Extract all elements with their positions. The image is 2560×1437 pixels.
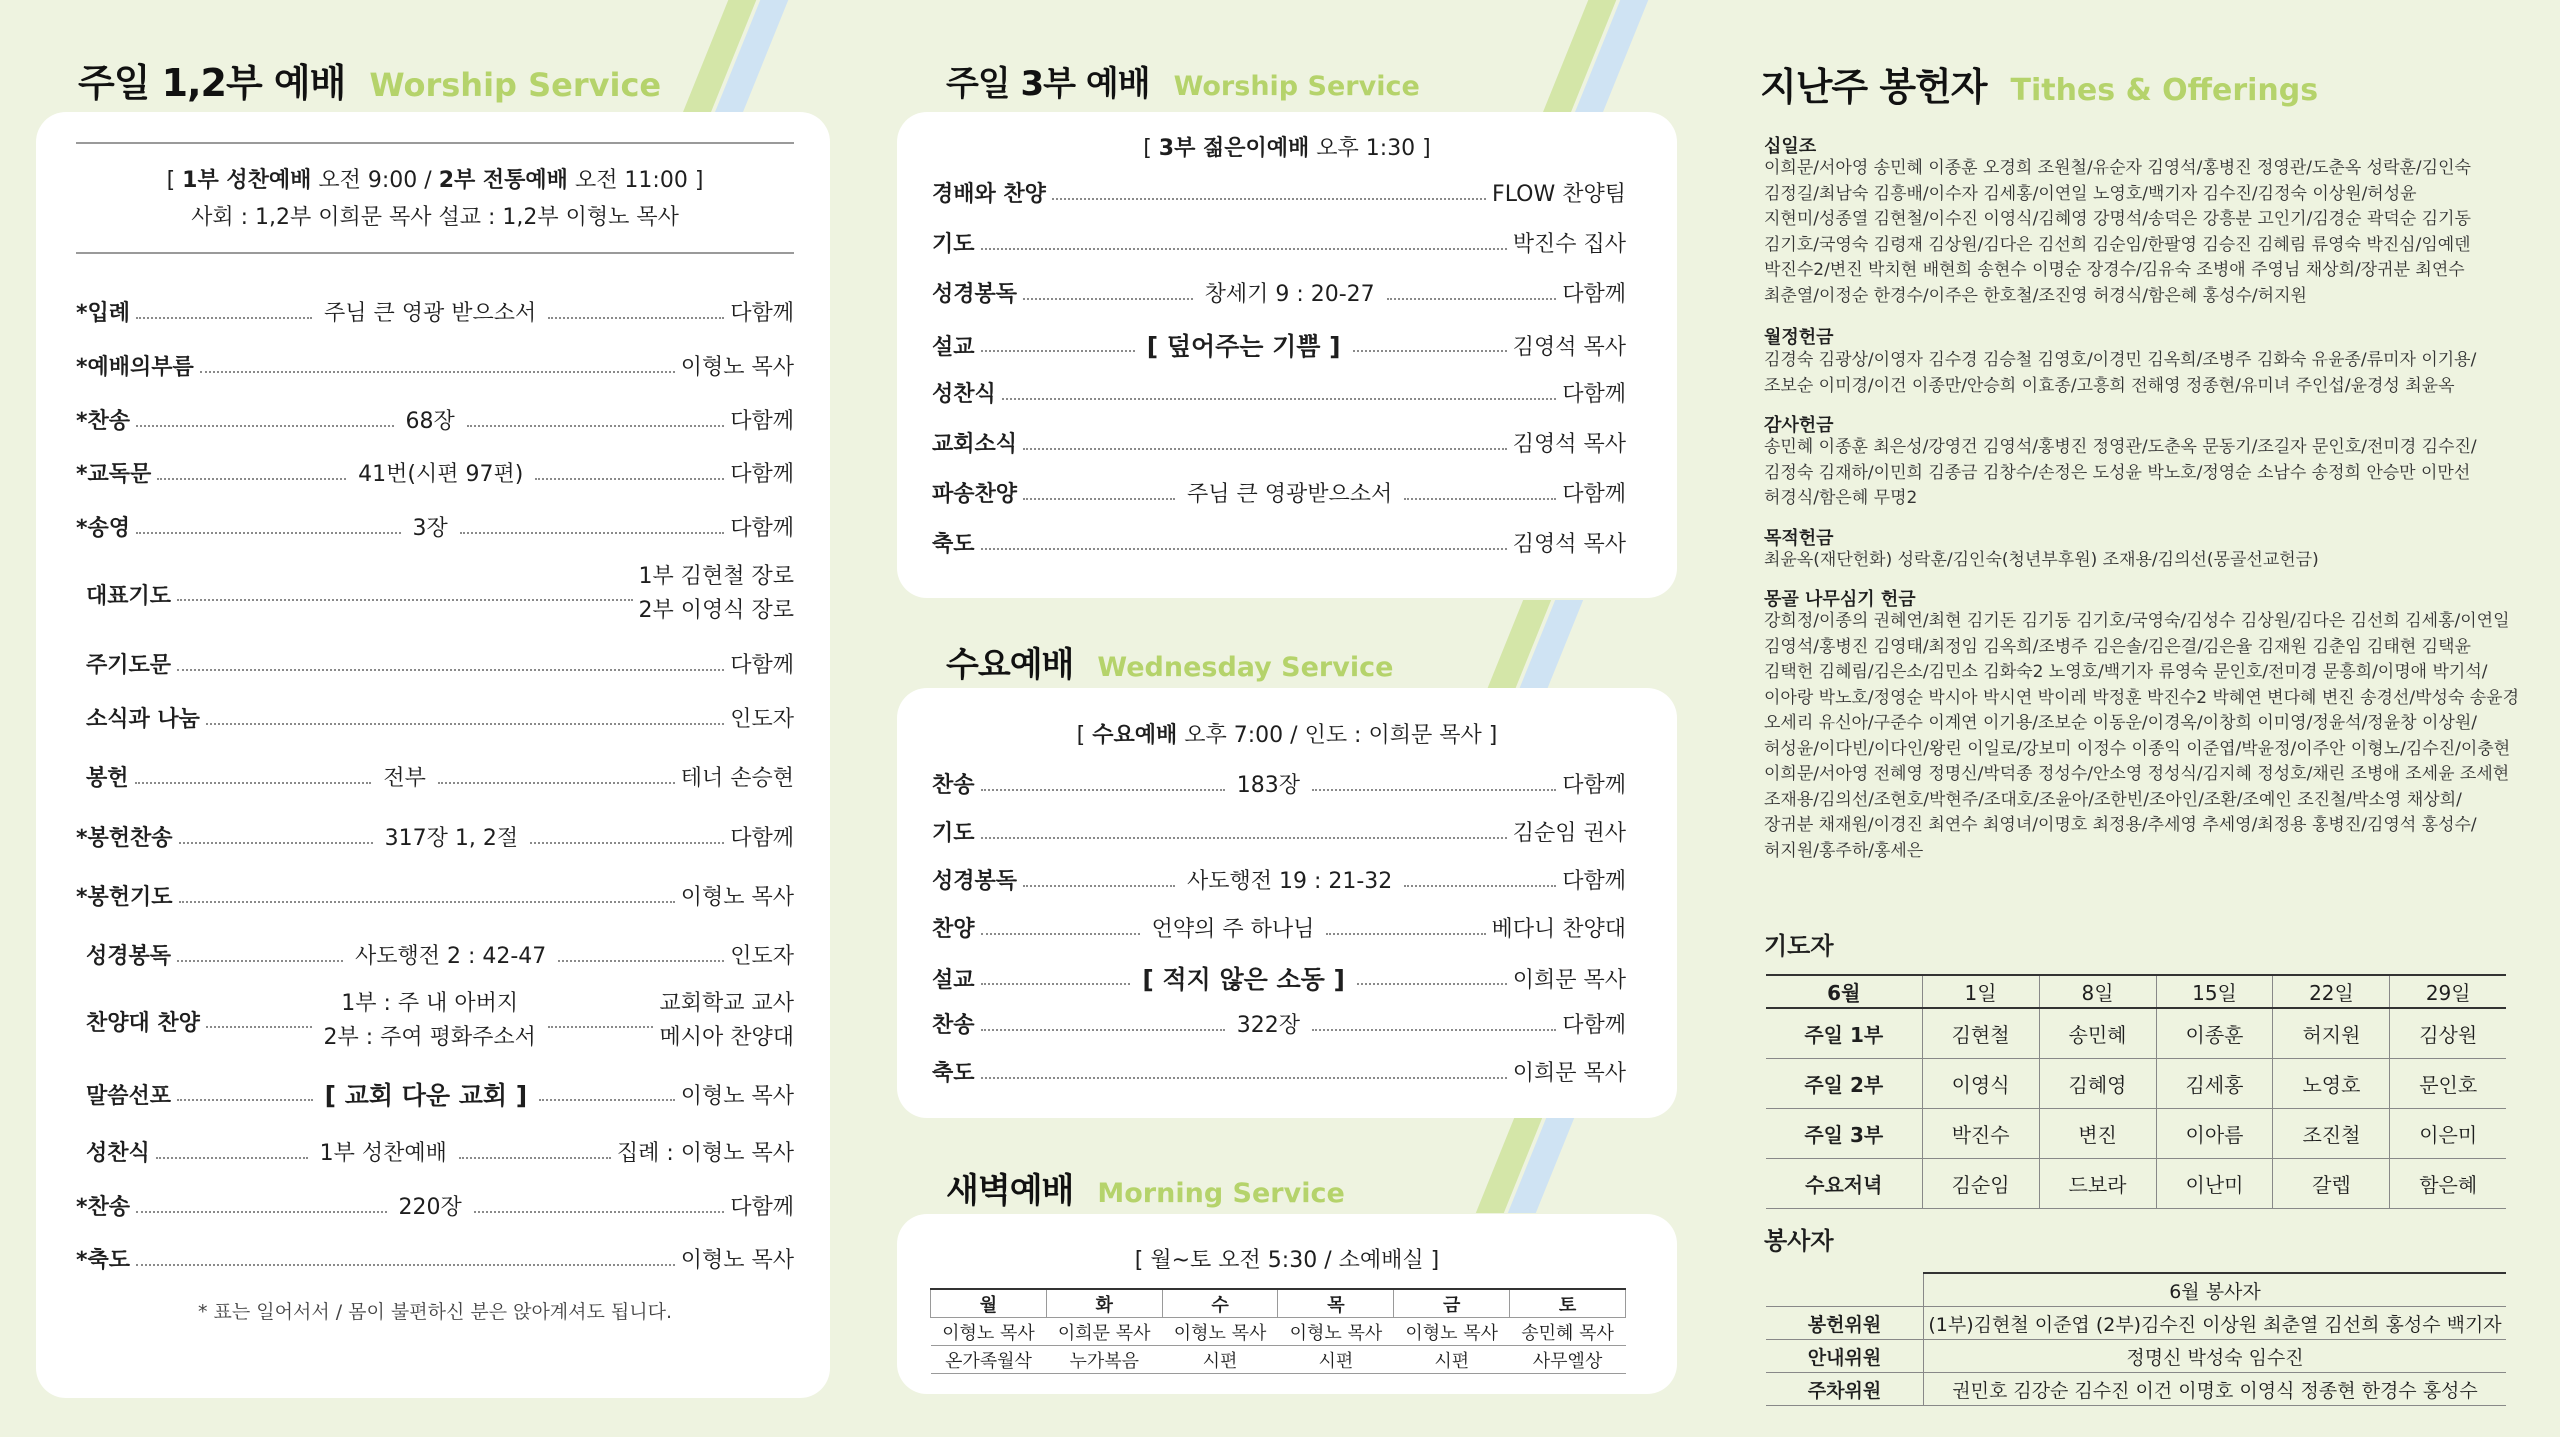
order-row: 파송찬양 주님 큰 영광받으소서 다함께 <box>932 482 1627 507</box>
order-row: 기도 박진수 집사 <box>932 232 1626 257</box>
order-row: *봉헌찬송 317장 1, 2절 다함께 <box>76 826 795 851</box>
order-row: 성찬식 1부 성찬예배 집례 : 이형노 목사 <box>86 1141 794 1166</box>
wednesday-title: 수요예배 <box>946 645 1074 685</box>
order-row: 축도 김영석 목사 <box>932 532 1626 557</box>
volunteers-table <box>1766 1272 2506 1406</box>
prayer-cell: 김순임 <box>1922 1159 2039 1209</box>
prayer-cell: 박진수 <box>1922 1109 2039 1159</box>
prayer-cell: 노영호 <box>2273 1059 2390 1109</box>
prayer-cell: 함은혜 <box>2390 1159 2506 1209</box>
day-header: 수 <box>1162 1289 1278 1318</box>
offering-section-names: 최윤옥(재단헌화) 성락훈/김인숙(청년부후원) 조재용/김의선(몽골선교헌금) <box>1764 550 2319 570</box>
divider <box>76 142 794 144</box>
wednesday-subtitle: Wednesday Service <box>1097 652 1394 683</box>
order-row: 성경봉독 사도행전 19 : 21-32 다함께 <box>932 869 1627 894</box>
sunday3-title: 주일 3부 예배 <box>946 64 1150 104</box>
leader-cell: 이형노 목사 <box>1278 1318 1394 1346</box>
leader-cell: 이형노 목사 <box>1394 1318 1510 1346</box>
prayer-cell: 조진철 <box>2273 1109 2390 1159</box>
order-row: 교회소식 김영석 목사 <box>932 432 1626 457</box>
text-cell: 사무엘상 <box>1510 1346 1626 1374</box>
sunday3-subtitle: Worship Service <box>1173 71 1420 102</box>
order-row: *교독문 41번(시편 97편) 다함께 <box>76 462 794 487</box>
role-label: 주차위원 <box>1766 1373 1924 1406</box>
text-cell: 온가족월삭 <box>931 1346 1047 1374</box>
date-header: 1일 <box>1922 975 2039 1008</box>
leader-cell: 이희문 목사 <box>1046 1318 1162 1346</box>
offering-section-names: 김경숙 김광상/이영자 김수경 김승철 김영호/이경민 김옥희/조병주 김화숙 유윤종/류미자 이기용/ 조보순 이미경/이건 이종만/안승희 이효종/고흥희 전해영 정종현/유미녀 주인섭/윤경성 최윤옥 <box>1764 350 2477 396</box>
prayer-cell: 이난미 <box>2156 1159 2273 1209</box>
day-header: 금 <box>1394 1289 1510 1318</box>
order-row: 봉헌 전부 테너 손승현 <box>86 766 795 791</box>
sunday12-leaders: 사회 : 1,2부 이희문 목사 설교 : 1,2부 이형노 목사 <box>191 205 679 230</box>
text-cell: 누가복음 <box>1046 1346 1162 1374</box>
month-header: 6월 <box>1766 975 1922 1008</box>
prayer-cell: 김혜영 <box>2039 1059 2156 1109</box>
service-label: 주일 1부 <box>1766 1008 1922 1059</box>
date-header: 22일 <box>2273 975 2390 1008</box>
day-header: 월 <box>931 1289 1047 1318</box>
prayers-title: 기도자 <box>1764 932 1834 960</box>
prayer-cell: 김상원 <box>2390 1008 2506 1059</box>
offering-section-title: 십일조 <box>1764 136 1817 157</box>
order-row: *입례 주님 큰 영광 받으소서 다함께 <box>76 301 794 326</box>
sunday12-subtitle: Worship Service <box>369 66 662 104</box>
morning-title: 새벽예배 <box>946 1171 1074 1211</box>
sunday3-time: [ 3부 젊은이예배 오후 1:30 ] <box>1143 136 1431 161</box>
prayer-cell: 허지원 <box>2273 1008 2390 1059</box>
offering-section-names: 강희정/이종의 권혜연/최현 김기돈 김기동 김기호/국영숙/김성수 김상원/김다은 김선희 김세홍/이연일 김영석/홍병진 김영태/최정임 김옥희/조병주 김은솔/김은결/김은율 김재원 김춘임 김태현 김택윤 김택헌 김혜림/김은소/김민소 김화숙2 노영호/백기자 류영숙 문인호/전미경 문흥희/이명애 박기석/ 이아랑 박노호/정영순 박시아 박시연 박이레 박정훈 박진수2 박혜연 변다혜 변진 송경선/박성숙 송윤경 오세리 유신아/구준수 이계연 이기용/조보순 이동운/이경옥/이창희 이미영/정윤석/정윤창 이상원/ 허성윤/이다빈/이다인/왕린 이일로/강보미 이정수 이종익 이준엽/박윤정/이주안 이형노/김수진/이충현 이희문/서아영 전혜영 정명신/박덕종 정성수/안소영 정성식/김지혜 정성호/채린 조병애 조세윤 조세현 조재용/김의선/조현호/박현주/조대호/조윤아/조한빈/조아인/조환/조예인 조진철/박소영 채상희/ 장귀분 채재원/이경진 최연수 최영녀/이명호 최정용/추세영 추세영/최정용 홍병진/김영석 홍성수/ 허지원/홍주하/홍세은 <box>1764 611 2520 861</box>
order-row: 찬양대 찬양 1부 : 주 내 아버지 2부 : 주여 평화주소서 교회학교 교사 메시아 찬양대 <box>86 991 794 1050</box>
offering-section-title: 월정헌금 <box>1764 327 1834 348</box>
volunteer-names: 권민호 김강순 김수진 이건 이명호 이영식 정종현 한경수 홍성수 <box>1924 1373 2507 1406</box>
order-row: 설교 [ 적지 않은 소동 ] 이희문 목사 <box>932 965 1627 994</box>
divider <box>76 252 794 254</box>
prayer-cell: 갈렙 <box>2273 1159 2390 1209</box>
morning-time: [ 월~토 오전 5:30 / 소예배실 ] <box>1134 1248 1440 1273</box>
order-row: 기도 김순임 권사 <box>932 821 1626 846</box>
order-row: 성경봉독 사도행전 2 : 42-47 인도자 <box>86 944 795 969</box>
sunday3-heading <box>946 56 1420 105</box>
service-label: 수요저녁 <box>1766 1159 1922 1209</box>
wednesday-heading <box>946 637 1393 686</box>
role-label: 봉헌위원 <box>1766 1307 1924 1340</box>
prayer-cell: 이은미 <box>2390 1109 2506 1159</box>
order-row: *찬송 68장 다함께 <box>76 409 794 434</box>
empty-header <box>1766 1273 1924 1307</box>
order-row: *송영 3장 다함께 <box>76 516 794 541</box>
offering-section-title: 몽골 나무심기 헌금 <box>1764 589 1916 610</box>
prayer-cell: 드보라 <box>2039 1159 2156 1209</box>
order-row: 성경봉독 창세기 9 : 20-27 다함께 <box>932 282 1627 307</box>
offering-section-names: 이희문/서아영 송민혜 이종훈 오경희 조원철/유순자 김영석/홍병진 정영관/도춘옥 성락훈/김인숙 김정길/최남숙 김흥배/이수자 김세홍/이연일 노영호/백기자 김수진/김정숙 이상원/허성윤 지현미/성종열 김현철/이수진 이영식/김혜영 강명석/송덕은 강흥분 고인기/김경순 곽덕순 김기동 김기호/국영숙 김령재 김상원/김다은 김선희 김순임/한팔영 김승진 김혜림 류영숙 박진심/임예덴 박진수2/변진 박치현 배현희 송현수 이명순 장경수/김유숙 조병애 주영님 채상희/장귀분 최연수 최춘열/이정순 한경수/이주은 한호철/조진영 허경식/함은혜 홍성수/허지원 <box>1764 158 2471 306</box>
order-row: 대표기도 1부 김현철 장로 2부 이영식 장로 <box>86 564 794 623</box>
date-header: 29일 <box>2390 975 2506 1008</box>
morning-table <box>930 1288 1626 1374</box>
order-row: 축도 이희문 목사 <box>932 1061 1626 1086</box>
order-row: 경배와 찬양 FLOW 찬양팀 <box>932 182 1626 207</box>
wednesday-card <box>897 688 1677 1118</box>
volunteers-header: 6월 봉사자 <box>1924 1273 2507 1307</box>
offering-section-names: 송민혜 이종훈 최은성/강영건 김영석/홍병진 정영관/도춘옥 문동기/조길자 문인호/전미경 김수진/ 김정숙 김재하/이민희 김종금 김창수/손정은 도성윤 박노호/정영순 소남수 송정희 안승만 이만선 허경식/함은혜 무명2 <box>1764 437 2477 508</box>
footnote: * 표는 일어서서 / 몸이 불편하신 분은 앉아계셔도 됩니다. <box>197 1301 673 1323</box>
prayer-cell: 김세홍 <box>2156 1059 2273 1109</box>
wednesday-time: [ 수요예배 오후 7:00 / 인도 : 이희문 목사 ] <box>1076 723 1498 748</box>
order-row: 말씀선포 [ 교회 다운 교회 ] 이형노 목사 <box>86 1081 795 1110</box>
order-row: 찬양 언약의 주 하나님 베다니 찬양대 <box>932 917 1627 942</box>
offering-section-title: 감사헌금 <box>1764 415 1834 436</box>
text-cell: 시편 <box>1278 1346 1394 1374</box>
order-row: 설교 [ 덮어주는 기쁨 ] 김영석 목사 <box>932 332 1626 361</box>
order-row: 찬송 322장 다함께 <box>932 1013 1626 1038</box>
order-row: 찬송 183장 다함께 <box>932 773 1626 798</box>
offering-section-title: 목적헌금 <box>1764 528 1834 549</box>
service-label: 주일 3부 <box>1766 1109 1922 1159</box>
morning-heading <box>946 1163 1345 1212</box>
prayer-cell: 변진 <box>2039 1109 2156 1159</box>
prayer-cell: 송민혜 <box>2039 1008 2156 1059</box>
leader-cell: 이형노 목사 <box>1162 1318 1278 1346</box>
service-label: 주일 2부 <box>1766 1059 1922 1109</box>
day-header: 화 <box>1046 1289 1162 1318</box>
leader-cell: 송민혜 목사 <box>1510 1318 1626 1346</box>
offerings-heading <box>1760 56 2318 111</box>
day-header: 목 <box>1278 1289 1394 1318</box>
date-header: 15일 <box>2156 975 2273 1008</box>
sunday12-title: 주일 1,2부 예배 <box>78 61 346 105</box>
order-row: *찬송 220장 다함께 <box>76 1195 794 1220</box>
order-row: *봉헌기도 이형노 목사 <box>76 885 794 910</box>
order-row: 소식과 나눔 인도자 <box>86 707 794 732</box>
date-header: 8일 <box>2039 975 2156 1008</box>
morning-subtitle: Morning Service <box>1097 1178 1345 1209</box>
role-label: 안내위원 <box>1766 1340 1924 1373</box>
sunday12-heading <box>78 52 661 107</box>
prayer-cell: 문인호 <box>2390 1059 2506 1109</box>
day-header: 토 <box>1510 1289 1626 1318</box>
prayer-cell: 김현철 <box>1922 1008 2039 1059</box>
volunteer-names: 정명신 박성숙 임수진 <box>1924 1340 2507 1373</box>
offerings-subtitle: Tithes & Offerings <box>2010 73 2319 108</box>
order-row: *예배의부름 이형노 목사 <box>76 355 794 380</box>
prayer-cell: 이종훈 <box>2156 1008 2273 1059</box>
prayers-table <box>1766 974 2506 1209</box>
leader-cell: 이형노 목사 <box>931 1318 1047 1346</box>
prayer-cell: 이아름 <box>2156 1109 2273 1159</box>
order-row: *축도 이형노 목사 <box>76 1248 794 1273</box>
text-cell: 시편 <box>1394 1346 1510 1374</box>
volunteer-names: (1부)김현철 이준엽 (2부)김수진 이상원 최춘열 김선희 홍성수 백기자 <box>1924 1307 2507 1340</box>
order-row: 성찬식 다함께 <box>932 382 1626 407</box>
offerings-title: 지난주 봉헌자 <box>1760 65 1987 109</box>
volunteers-title: 봉사자 <box>1764 1227 1834 1255</box>
sunday12-times: [ 1부 성찬예배 오전 9:00 / 2부 전통예배 오전 11:00 ] <box>166 168 704 193</box>
order-row: 주기도문 다함께 <box>86 653 794 678</box>
prayer-cell: 이영식 <box>1922 1059 2039 1109</box>
text-cell: 시편 <box>1162 1346 1278 1374</box>
